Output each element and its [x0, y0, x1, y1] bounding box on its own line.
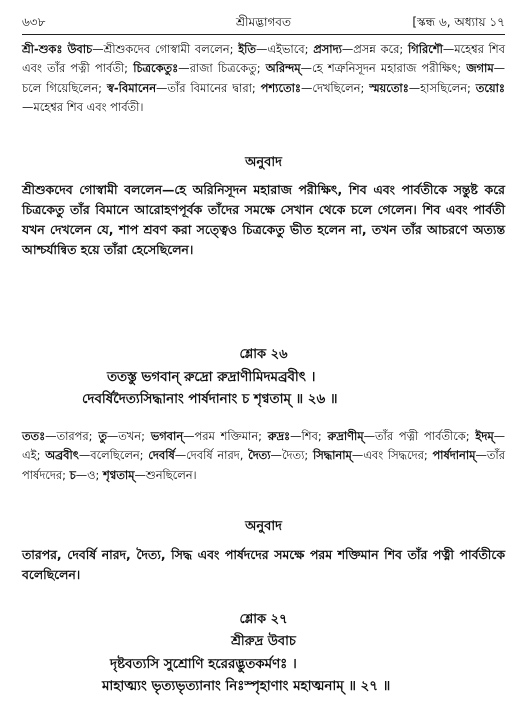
synonym-meaning: —শ্রীশুকদেব গোস্বামী বললেন; — [92, 42, 234, 56]
verse-27-text — [22, 654, 505, 698]
verse-26-label: শ্লোক ২৬ — [239, 347, 288, 362]
verse-27-line-2: মাহাত্ম্যং ভৃত্যভৃত্যানাং নিঃস্পৃহাণাং মহাত্মনাম্ ॥ ২৭ ॥ — [102, 679, 391, 694]
verse-26-line-1: ততস্তু ভগবান্ রুদ্রো রুদ্রাণীমিদমব্রবীৎ । — [107, 370, 316, 385]
synonym-meaning: —মহেশ্বর শিব এবং তাঁর পত্নী পার্বতী; — [22, 42, 505, 76]
synonym-word: ততঃ — [22, 429, 46, 443]
page-header — [22, 14, 505, 34]
verse-27-label: শ্লোক ২৭ — [239, 612, 288, 627]
synonym-meaning: —দেখছিলেন; — [300, 80, 365, 95]
synonyms-verse-26 — [22, 427, 505, 485]
synonym-meaning: —তারপর; — [45, 429, 93, 443]
translation-verse-26: তারপর, দেবর্ষি নারদ, দৈত্য, সিদ্ধ এবং পার্ষদদের সমক্ষে পরম শক্তিমান শিব তাঁর পত্নী পার্বতীকে বলেছিলেন। — [22, 547, 505, 582]
synonym-word: অব্রবীৎ — [45, 448, 79, 463]
synonym-meaning: —এইভাবে; — [255, 42, 309, 56]
section-reference: [স্কন্ধ ৬, অধ্যায় ১৭ — [412, 15, 505, 29]
synonym-meaning: —দেবর্ষি নারদ, — [174, 448, 244, 463]
synonym-word: ইদম্ — [475, 429, 494, 443]
synonym-word: জগাম — [466, 61, 494, 76]
synonym-word: স্ময়তোঃ — [369, 80, 409, 95]
synonyms-verse-25 — [22, 40, 505, 118]
synonym-meaning: —এই; — [22, 429, 506, 463]
synonym-meaning: —শিব; — [290, 429, 322, 443]
synonym-word: গিরিশৌ — [408, 42, 443, 56]
synonym-word: রুদ্রঃ — [267, 429, 291, 443]
synonym-meaning: —তাঁর পার্ষদদের; — [22, 448, 505, 482]
synonym-meaning: —হাসছিলেন; — [408, 80, 471, 95]
translation-heading: অনুবাদ — [245, 155, 282, 170]
synonym-word: প্রসাদ্য — [313, 42, 342, 56]
synonym-meaning: —পরম শক্তিমান; — [183, 429, 262, 443]
synonym-word: ভগবান্ — [150, 429, 184, 443]
synonym-word: তয়োঃ — [475, 80, 506, 95]
synonym-meaning: —এবং সিদ্ধদের; — [351, 448, 428, 463]
translation-verse-25: শ্রীশুকদেব গোস্বামী বললেন—হে অরিনিসূদন মহারাজ পরীক্ষিৎ, শিব এবং পার্বতীকে সন্তুষ্ট করে চিত্রকেতু তাঁর বিমানে আরোহণপূর্বক তাঁদের সমক্ষে সেখান থেকে চলে গেলেন। শিব এবং পার্বতী যখন দেখলেন যে, শাপ শ্রবণ করা সত্ত্বেও চিত্রকেতু ভীত হলেন না, তখন তাঁর আচরণে অত্যন্ত আশ্চর্যান্বিত হয়ে তাঁরা হেসেছিলেন। — [22, 182, 505, 257]
header-rule — [22, 34, 505, 35]
synonym-meaning: —শুনছিলেন। — [134, 467, 197, 482]
synonym-word: পার্ষদানাম্ — [432, 448, 476, 463]
synonym-word: দৈত্য — [248, 448, 271, 463]
synonym-word: চিত্রকেতুঃ — [133, 61, 179, 76]
synonym-meaning: —তখন; — [106, 429, 145, 443]
verse-26-text — [22, 367, 505, 411]
synonym-word: শৃণ্বতাম্ — [103, 467, 135, 482]
verse-27-speaker: শ্রীরুদ্র উবাচ — [231, 634, 296, 649]
synonym-meaning: —চলে গিয়েছিলেন; — [22, 61, 506, 95]
synonym-word: স্ব-বিমানেন — [106, 80, 157, 95]
synonym-meaning: —তাঁর পত্নী পার্বতীকে; — [363, 429, 470, 443]
synonym-meaning: —প্রসন্ন করে; — [341, 42, 404, 56]
synonym-word: চ — [69, 467, 76, 482]
synonym-word: সিদ্ধানাম্ — [312, 448, 352, 463]
synonym-meaning: —হে শত্রুনিসূদন মহারাজ পরীক্ষিৎ; — [300, 61, 462, 76]
synonym-word: ইতি — [238, 42, 256, 56]
synonym-meaning: —দৈত্য; — [270, 448, 309, 463]
verse-27-line-1: দৃষ্টবত্যসি সুশ্রোণি হরেরদ্ভুতকর্মণঃ । — [110, 657, 297, 672]
synonym-word: রুদ্রাণীম্ — [327, 429, 364, 443]
translation-heading: অনুবাদ — [245, 519, 282, 534]
synonym-meaning: —ও; — [75, 467, 100, 482]
synonym-meaning: —বলেছিলেন; — [78, 448, 144, 463]
verse-26-line-2: দেবর্ষিদৈত্যসিদ্ধানাং পার্ষদানাং চ শৃণ্বতাম্ ॥ ২৬ ॥ — [82, 392, 338, 407]
book-title: শ্রীমদ্ভাগবত — [235, 15, 291, 29]
synonym-meaning: —তাঁর বিমানের দ্বারা; — [156, 80, 256, 95]
page-number: ৬৩৮ — [22, 15, 46, 29]
synonym-word: তু — [98, 429, 107, 443]
synonym-word: অরিন্দম্ — [265, 61, 301, 76]
synonym-word: শ্রী-শুকঃ উবাচ — [22, 42, 93, 56]
synonym-meaning: —রাজা চিত্রকেতু; — [178, 61, 261, 76]
synonym-word: দেবর্ষি — [148, 448, 175, 463]
synonym-meaning: —মহেশ্বর শিব এবং পার্বতী। — [22, 100, 144, 115]
synonym-word: পশ্যতোঃ — [260, 80, 301, 95]
